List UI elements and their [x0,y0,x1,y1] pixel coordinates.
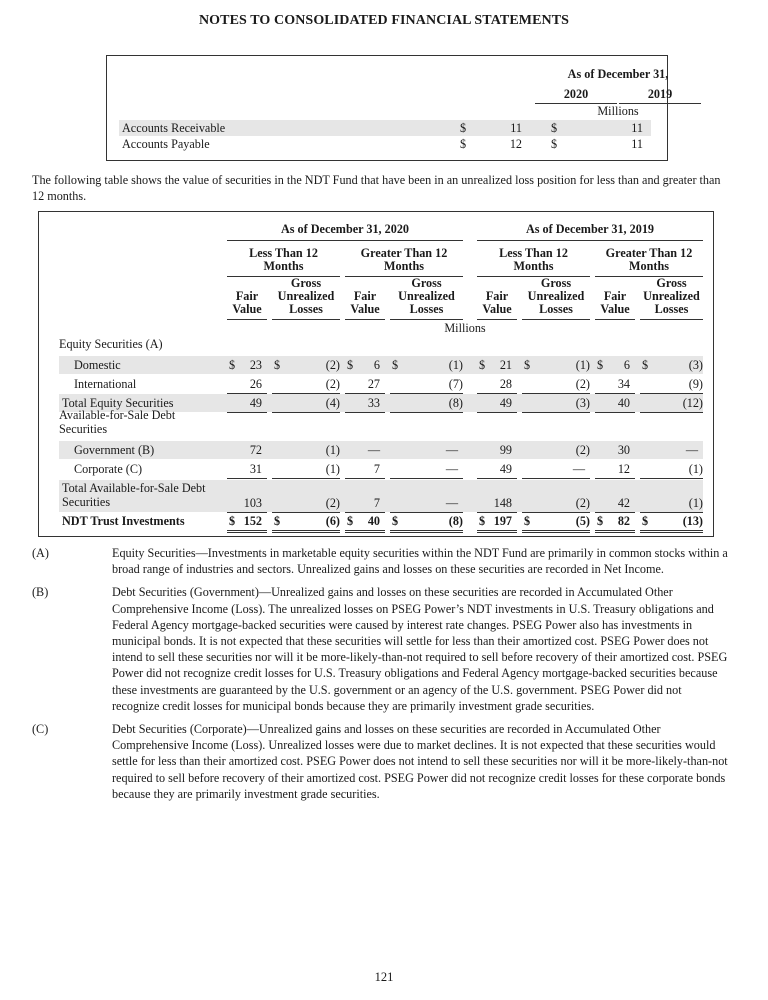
col-fair-value [345,290,385,320]
footnote-tag: (A) [32,546,49,560]
value-cell: 7 [373,462,380,476]
value-cell: 49 [249,396,262,410]
underline [595,412,635,413]
value-2020: 12 [509,137,522,151]
col-gross-losses [390,277,463,320]
value-cell: 23 [249,358,262,372]
value-cell: 40 [617,396,630,410]
row-label: Corporate (C) [74,462,143,476]
section-debt [59,408,175,436]
value-cell: — [367,443,380,457]
col-fair-value [227,290,267,320]
table-row [59,480,703,512]
value-cell: 197 [493,514,512,528]
underline [522,478,590,479]
row-label: Domestic [74,358,121,372]
value-cell: (12) [682,396,703,410]
value-2019: 11 [631,121,643,135]
value-cell: (3) [688,358,703,372]
underline [390,412,463,413]
value-cell: 31 [249,462,262,476]
value-cell: (1) [575,358,590,372]
row-label: International [74,377,137,391]
value-cell: 152 [243,514,262,528]
dollar-sign: $ [392,514,399,528]
double-underline [522,530,590,533]
col-fair-value [595,290,635,320]
col-gross-losses [522,277,590,320]
table1-unit: Millions [597,104,639,118]
value-cell: (2) [325,377,340,391]
col-line: Losses [654,302,689,316]
group-line: Less Than 12 [499,246,568,260]
footnote-a [32,545,732,577]
value-cell: — [445,443,458,457]
col-line: Unrealized [527,289,585,303]
underline [595,478,635,479]
value-cell: 6 [623,358,630,372]
receivables-payables-table [106,55,673,161]
value-cell: — [445,496,458,510]
value-cell: 72 [249,443,262,457]
col-line: Gross [540,276,572,290]
double-underline [477,530,517,533]
table-row [59,356,703,374]
group-line: Months [629,259,669,273]
value-cell: (2) [575,443,590,457]
underline [390,478,463,479]
footnote-tag: (B) [32,585,49,600]
period-header-2020: As of December 31, 2020 [227,223,463,241]
dollar-sign: $ [347,358,354,372]
group-header [595,247,703,277]
row-label: Accounts Receivable [122,121,226,135]
underline [640,412,703,413]
double-underline [640,530,703,533]
table1-header: As of December 31, [567,67,669,81]
col-line: Losses [539,302,573,316]
section-line: Securities [59,422,108,436]
group-line: Greater Than 12 [605,246,693,260]
footnote-tag: (C) [32,722,49,737]
value-cell: 7 [373,496,380,510]
col-line: Losses [289,302,323,316]
underline [477,478,517,479]
value-cell: (1) [325,443,340,457]
dollar-sign: $ [347,514,354,528]
value-cell: — [685,443,698,457]
dollar-sign: $ [597,358,604,372]
double-underline [227,530,267,533]
table-row [59,460,703,478]
value-cell: (1) [688,462,703,476]
value-cell: (1) [688,496,703,510]
page-number: 121 [374,970,394,984]
dollar-sign: $ [479,358,486,372]
col-line: Gross [411,276,442,290]
underline [272,478,340,479]
underline [345,478,385,479]
col-line: Losses [409,302,444,316]
col-gross-losses [640,277,703,320]
dollar-sign: $ [274,514,281,528]
footnotes [32,545,732,809]
underline [227,412,267,413]
col-line: Value [350,302,380,316]
dollar-sign: $ [551,121,558,135]
col-line: Value [482,302,512,316]
intro-paragraph: The following table shows the value of securities in the NDT Fund that have been in an unrealized loss position for less than and greater than 12 months. [32,173,721,203]
col-line: Fair [235,289,259,303]
col-line: Value [600,302,630,316]
underline [477,412,517,413]
double-underline [345,530,385,533]
group-header [477,247,590,277]
label-line: Total Available-for-Sale Debt [62,481,206,495]
value-cell: (4) [325,396,340,410]
value-cell: (8) [448,514,463,528]
underline [345,412,385,413]
table2-unit: Millions [444,321,486,335]
underline [640,478,703,479]
value-cell: (2) [575,496,590,510]
dollar-sign: $ [642,514,649,528]
value-cell: 82 [617,514,630,528]
value-cell: (5) [575,514,590,528]
value-cell: (3) [575,396,590,410]
value-cell: 148 [493,496,512,510]
table1-year-2020: 2020 [535,87,617,104]
value-cell: 27 [367,377,380,391]
col-line: Unrealized [643,289,700,303]
col-gross-losses [272,277,340,320]
dollar-sign: $ [597,514,604,528]
value-cell: (9) [688,377,703,391]
dollar-sign: $ [524,358,531,372]
dollar-sign: $ [460,121,467,135]
value-cell: 49 [499,396,512,410]
value-cell: 103 [243,496,262,510]
value-cell: 42 [617,496,630,510]
row-label: NDT Trust Investments [62,514,185,528]
table-row [59,512,703,530]
value-cell: 26 [249,377,262,391]
col-line: Fair [485,289,509,303]
table-row [59,375,703,393]
table-row [119,120,651,136]
group-line: Greater Than 12 [360,246,448,260]
underline [522,412,590,413]
value-cell: (8) [448,396,463,410]
value-cell: (6) [325,514,340,528]
dollar-sign: $ [642,358,649,372]
dollar-sign: $ [229,514,236,528]
underline [227,478,267,479]
value-cell: (2) [325,496,340,510]
section-line: Available-for-Sale Debt [59,408,176,422]
col-line: Gross [656,276,687,290]
table1-year-2019: 2019 [619,87,701,104]
value-cell: (2) [325,358,340,372]
value-cell: 28 [499,377,512,391]
value-2020: 11 [510,121,522,135]
value-cell: 12 [617,462,630,476]
page-title: NOTES TO CONSOLIDATED FINANCIAL STATEMENTS [198,13,570,28]
group-line: Months [513,259,554,273]
col-line: Gross [290,276,322,290]
value-cell: (1) [325,462,340,476]
table-row [119,136,651,152]
value-cell: 40 [367,514,380,528]
row-label: Government (B) [74,443,155,457]
group-line: Months [384,259,424,273]
value-2019: 11 [631,137,643,151]
value-cell: (7) [448,377,463,391]
value-cell: 21 [499,358,512,372]
group-header [227,247,340,277]
value-cell: 49 [499,462,512,476]
value-cell: 34 [617,377,630,391]
dollar-sign: $ [524,514,531,528]
group-line: Months [263,259,304,273]
dollar-sign: $ [479,514,486,528]
section-equity: Equity Securities (A) [59,337,163,351]
row-label: Total Equity Securities [62,396,174,410]
col-fair-value [477,290,517,320]
col-line: Unrealized [277,289,335,303]
footnote-c [32,721,732,802]
value-cell: (13) [682,514,703,528]
value-cell: 30 [617,443,630,457]
footnote-text: Debt Securities (Corporate)—Unrealized gains and losses on these securities are recorded in Accumulated Other Comprehensive Income (Loss). Unrealized losses were due to market declines. It is not expected that these securities would settle for less than their amortized cost. PSEG Power does not intend to sell these securities nor will it be more-likely-than-not required to sell before recovery of their amortized cost. PSEG Power did not recognize credit losses for these corporate bonds because they are primarily investment grade securities. [112,722,728,801]
group-line: Less Than 12 [249,246,318,260]
value-cell: — [572,462,585,476]
dollar-sign: $ [551,137,558,151]
dollar-sign: $ [229,358,236,372]
label-line: Securities [62,495,111,509]
double-underline [595,530,635,533]
dollar-sign: $ [460,137,467,151]
row-label: Accounts Payable [122,137,210,151]
footnote-text: Debt Securities (Government)—Unrealized gains and losses on these securities are recorded in Accumulated Other Comprehensive Income (Loss). The unrealized losses on PSEG Power’s NDT investments in U.S. Treasury obligations and Federal Agency mortgage-backed securities were caused by interest rate changes. PSEG Power also has investments in municipal bonds. It is not expected that these securities will settle for less than their amortized cost. PSEG Power does not intend to sell these securities nor will it be more-likely-than-not required to sell before recovery of their amortized cost. PSEG Power did not recognize credit losses for U.S. Treasury obligations and Federal Agency mortgage-backed securities because these investments are guaranteed by the U.S. government or an agency of the U.S. government. PSEG Power did not recognize credit losses for municipal bonds because they are primarily investment grade securities. [112,585,728,713]
footnote-text: Equity Securities—Investments in marketable equity securities within the NDT Fund are primarily in common stocks within a broad range of industries and sectors. Unrealized gains and losses on these securities are recorded in Net Income. [112,546,728,577]
unrealized-loss-table [38,211,714,537]
period-header-2019: As of December 31, 2019 [477,223,703,241]
double-underline [272,530,340,533]
col-line: Unrealized [398,289,455,303]
double-underline [390,530,463,533]
value-cell: (2) [575,377,590,391]
value-cell: 33 [367,396,380,410]
value-cell: (1) [448,358,463,372]
underline [272,412,340,413]
row-label [62,481,206,509]
col-line: Value [232,302,262,316]
table-row [59,441,703,459]
value-cell: 99 [499,443,512,457]
group-header [345,247,463,277]
value-cell: — [445,462,458,476]
value-cell: 6 [373,358,380,372]
footnote-b [32,584,732,714]
col-line: Fair [603,289,627,303]
dollar-sign: $ [274,358,281,372]
dollar-sign: $ [392,358,399,372]
col-line: Fair [353,289,377,303]
